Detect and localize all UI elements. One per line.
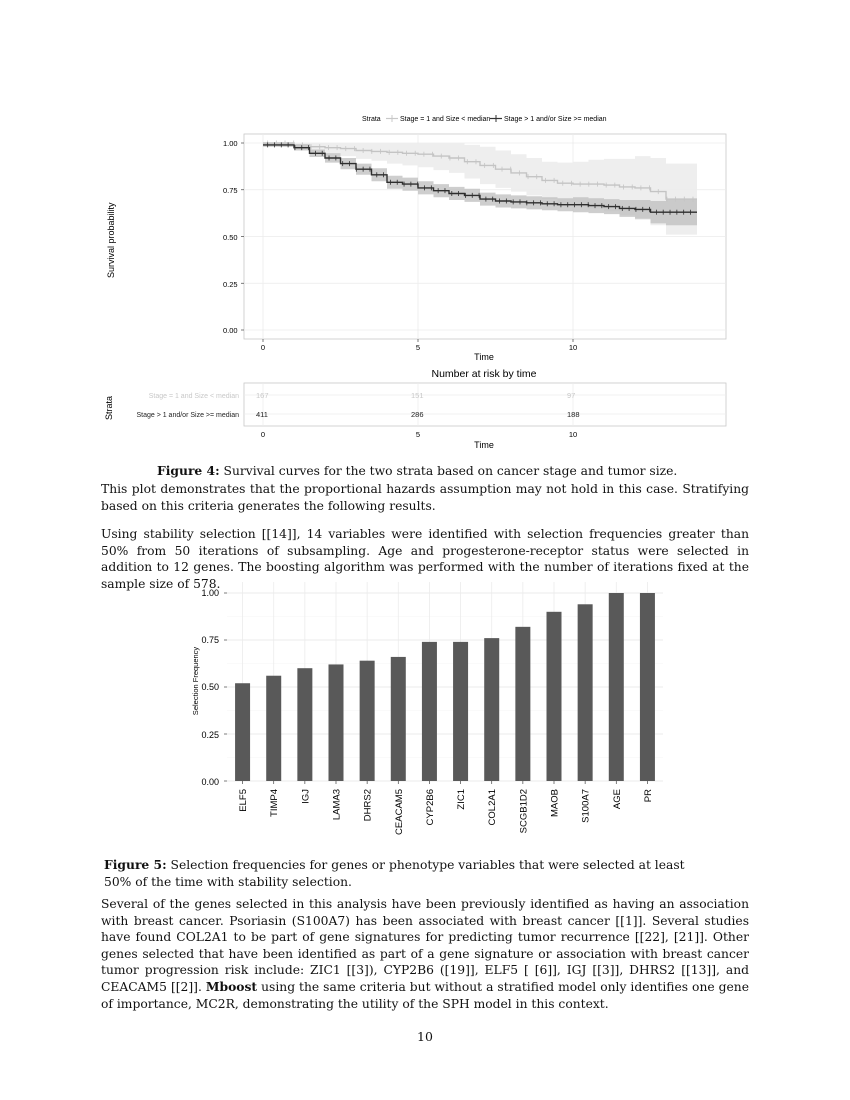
paragraph-3-bold: Mboost	[205, 978, 258, 994]
category-label: ELF5	[238, 789, 250, 812]
category-label: PR	[642, 789, 654, 803]
risk-value: 411	[256, 410, 268, 419]
paragraph-3-text-b: using the same criteria but without a stratified model only identifies one gene of importance, MC2R, demonstrating the utility of the SPH model in this context.	[101, 979, 749, 1011]
bar-zic1	[453, 642, 468, 781]
y-tick-label: 0.50	[201, 682, 219, 692]
risk-table-title: Number at risk by time	[431, 368, 537, 380]
category-label: S100A7	[580, 789, 592, 823]
bar-age	[609, 593, 624, 781]
paragraph-2: Using stability selection [[14]], 14 variables were identified with selection frequencies greater than 50% from 50 iterations of subsampling. Age and progesterone-receptor status were selected in addition to 12 genes. The boosting algorithm was performed with the number of iterations fixed at the sample size of 578.	[101, 527, 749, 591]
page-number: 10	[417, 1029, 433, 1044]
risk-row-label-2: Stage > 1 and/or Size >= median	[136, 412, 239, 419]
y-tick-label: 0.75	[223, 186, 238, 195]
bar-dhrs2	[360, 661, 375, 781]
risk-value: 151	[411, 391, 424, 400]
x-axis-label: Time	[474, 352, 494, 362]
bar-category-labels	[238, 789, 654, 835]
bar-scgb1d2	[515, 627, 530, 781]
bar-timp4	[266, 676, 281, 781]
bar-s100a7	[578, 604, 593, 781]
x-tick-label: 10	[568, 343, 578, 352]
risk-x-axis-label: Time	[474, 440, 494, 450]
bar-maob	[547, 612, 562, 781]
risk-value: 167	[256, 391, 269, 400]
category-label: DHRS2	[362, 789, 374, 822]
risk-value: 97	[567, 391, 576, 400]
risk-value: 286	[411, 410, 424, 419]
legend	[362, 115, 607, 123]
legend-title: Strata	[362, 116, 381, 123]
risk-row-label-1: Stage = 1 and Size < median	[148, 393, 239, 400]
bar-cyp2b6	[422, 642, 437, 781]
y-tick-label: 1.00	[201, 588, 219, 598]
category-label: AGE	[611, 789, 623, 810]
risk-x-tick-label: 5	[415, 430, 421, 439]
bar-elf5	[235, 683, 250, 781]
category-label: LAMA3	[331, 789, 343, 821]
risk-table-panel	[244, 383, 726, 426]
legend-entry-1: Stage = 1 and Size < median	[400, 116, 491, 123]
risk-x-tick-label: 10	[568, 430, 578, 439]
figure-4	[0, 0, 850, 460]
figure-5	[0, 580, 850, 850]
category-label: CEACAM5	[393, 789, 405, 835]
paragraph-1: This plot demonstrates that the proportional hazards assumption may not hold in this case. Stratifying based on this criteria generates the following results.	[101, 482, 749, 513]
risk-table-strata-label: Strata	[104, 395, 114, 420]
risk-value: 188	[567, 410, 580, 419]
paragraph-3	[101, 896, 749, 1012]
figure-4-caption-text: Survival curves for the two strata based on cancer stage and tumor size.	[223, 464, 678, 478]
y-tick-label: 0.50	[223, 233, 238, 242]
category-label: ZIC1	[456, 789, 468, 810]
y-tick-label: 0.25	[201, 730, 219, 740]
bar-lama3	[329, 664, 344, 781]
figure-5-caption	[104, 857, 704, 890]
figure-5-caption-text: Selection frequencies for genes or phenotype variables that were selected at least 50% of the time with stability selection.	[104, 858, 685, 889]
y-axis-label: Survival probability	[106, 202, 116, 278]
category-label: IGJ	[300, 789, 312, 804]
risk-x-tick-label: 0	[260, 430, 266, 439]
y-tick-label: 0.00	[201, 777, 219, 787]
paragraph-3-text-a: Several of the genes selected in this analysis have been previously identified as having an association with breast cancer. Psoriasin (S100A7) has been associated with breast cancer [[1]]. Several studies have found COL2A1 to be part of gene signatures for predicting tumor recurrence [[22], [21]]. Other genes selected that have been identified as part of a gene signature or association with breast cancer tumor progression risk include: ZIC1 [[3]), CYP2B6 ([19]], ELF5 [ [6]], IGJ [[3]], DHRS2 [[13]], and CEACAM5 [[2]].	[101, 897, 749, 994]
legend-entry-2: Stage > 1 and/or Size >= median	[504, 116, 607, 123]
y-tick-label: 0.75	[201, 635, 219, 645]
bar-col2a1	[484, 638, 499, 781]
figure-4-caption	[157, 463, 677, 480]
bar-ceacam5	[391, 657, 406, 781]
x-tick-label: 5	[415, 343, 421, 352]
y-tick-label: 0.00	[223, 326, 238, 335]
bar-pr	[640, 593, 655, 781]
category-label: COL2A1	[487, 789, 499, 826]
category-label: MAOB	[549, 789, 561, 817]
y-axis-label: Selection Frequency	[191, 646, 200, 716]
bar-igj	[297, 668, 312, 781]
y-tick-label: 1.00	[223, 139, 238, 148]
figure-4-caption-label: Figure 4:	[157, 463, 220, 478]
x-tick-label: 0	[260, 343, 266, 352]
category-label: TIMP4	[269, 789, 281, 817]
y-tick-label: 0.25	[223, 280, 238, 289]
figure-5-caption-label: Figure 5:	[104, 857, 167, 872]
bar-plot-panel	[227, 582, 663, 782]
category-label: CYP2B6	[424, 789, 436, 826]
category-label: SCGB1D2	[518, 789, 530, 834]
